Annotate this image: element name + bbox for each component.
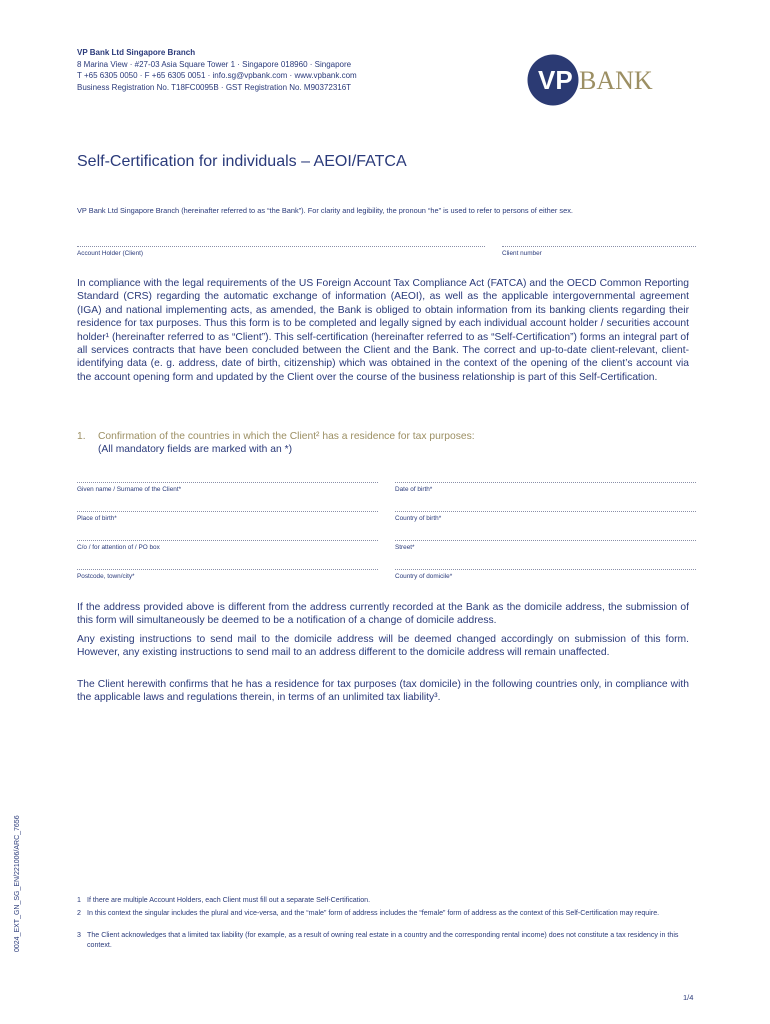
footnote-number: 3 [77, 931, 81, 939]
footnote-3 [77, 931, 697, 950]
footnote-text: In this context the singular includes the plural and vice-versa, and the “male” form of address includes the “female” form of address as the context of this Self-Certification may require. [87, 909, 660, 917]
page-title: Self-Certification for individuals – AEOI/FATCA [77, 153, 407, 170]
account-holder-field[interactable] [77, 246, 485, 247]
footnote-text: If there are multiple Account Holders, each Client must fill out a separate Self-Certification. [87, 896, 371, 904]
footnote-2 [77, 909, 697, 919]
section-1 [77, 430, 475, 457]
place-of-birth-field[interactable] [77, 511, 378, 512]
logo-bank: BANK [579, 66, 653, 95]
country-of-birth-field[interactable] [395, 511, 696, 512]
footnote-number: 2 [77, 909, 81, 917]
street-label: Street* [395, 544, 415, 551]
section-1-number: 1. [77, 431, 86, 442]
footnote-text: The Client acknowledges that a limited tax liability (for example, as a result of owning real estate in a country and the corresponding rental income) does not constitute a tax residency in this context. [87, 931, 679, 949]
footnote-1 [77, 896, 697, 906]
client-number-field[interactable] [502, 246, 696, 247]
care-of-label: C/o / for attention of / PO box [77, 544, 160, 551]
bank-registration: Business Registration No. T18FC0095B · GST Registration No. M90372316T [77, 82, 352, 92]
intro-text: VP Bank Ltd Singapore Branch (hereinafter referred to as “the Bank”). For clarity and legibility, the pronoun “he” is used to refer to persons of either sex. [77, 206, 573, 215]
date-of-birth-label: Date of birth* [395, 486, 433, 493]
address-change-paragraph: If the address provided above is different from the address currently recorded at the Bank as the domicile address, the submission of this form will simultaneously be deemed to be a notification of a change of domicile address. [77, 602, 689, 627]
compliance-paragraph: In compliance with the legal requirements of the US Foreign Account Tax Compliance Act (FATCA) and the OECD Common Reporting Standard (CRS) regarding the automatic exchange of information (AEOI), as well as the applicable intergovernmental agreement (IGA) and national implementing acts, as amended, the Bank is obliged to obtain information from its banking clients regarding their residence for tax purposes. Thus this form is to be completed and legally signed by each individual account holder / securities account holder¹ (hereinafter referred to as “Client”). This self-certification (hereinafter referred to as “Self-Certification”) forms an integral part of all services contracts that have been concluded between the Client and the Bank. The correct and up-to-date client-relevant, client-identifying data (e. g. address, date of birth, citizenship) which was obtained in the context of the opening of the client’s account via the account opening form and updated by the Client over the course of the business relationship is part of this Self-Certification. [77, 278, 689, 383]
bank-address: 8 Marina View · #27-03 Asia Square Tower 1 · Singapore 018960 · Singapore [77, 59, 352, 69]
page-number: 1/4 [683, 993, 694, 1002]
postcode-field[interactable] [77, 569, 378, 570]
logo-vp: VP [538, 65, 573, 95]
country-domicile-field[interactable] [395, 569, 696, 570]
bank-contact: T +65 6305 0050 · F +65 6305 0051 · info.sg@vpbank.com · www.vpbank.com [77, 71, 357, 80]
country-domicile-label: Country of domicile* [395, 573, 453, 580]
tax-residence-paragraph: The Client herewith confirms that he has a residence for tax purposes (tax domicile) in the following countries only, in compliance with the applicable laws and regulations therein, in terms of an unlimited tax liability³. [77, 679, 689, 704]
date-of-birth-field[interactable] [395, 482, 696, 483]
account-holder-label: Account Holder (Client) [77, 250, 144, 257]
place-of-birth-label: Place of birth* [77, 515, 117, 522]
street-field[interactable] [395, 540, 696, 541]
care-of-field[interactable] [77, 540, 378, 541]
vp-bank-logo-graphic [527, 54, 702, 106]
country-of-birth-label: Country of birth* [395, 515, 442, 522]
section-1-subheading: (All mandatory fields are marked with an *) [98, 444, 293, 456]
mail-instructions-paragraph: Any existing instructions to send mail to the domicile address will be deemed changed accordingly on submission of this form. However, any existing instructions to send mail to an address different to the domicile address will remain unaffected. [77, 634, 689, 659]
footnote-number: 1 [77, 896, 81, 904]
bank-name: VP Bank Ltd Singapore Branch [77, 48, 196, 57]
vp-bank-logo [527, 54, 702, 106]
section-1-heading: Confirmation of the countries in which the Client² has a residence for tax purposes: [98, 431, 475, 442]
bank-header [77, 47, 357, 93]
client-number-label: Client number [502, 250, 542, 257]
given-name-label: Given name / Surname of the Client* [77, 486, 182, 493]
document-code: 0024_EXT_GN_SG_EN/221006/ARC_7656 [14, 815, 21, 952]
postcode-label: Postcode, town/city* [77, 573, 135, 580]
given-name-field[interactable] [77, 482, 378, 483]
